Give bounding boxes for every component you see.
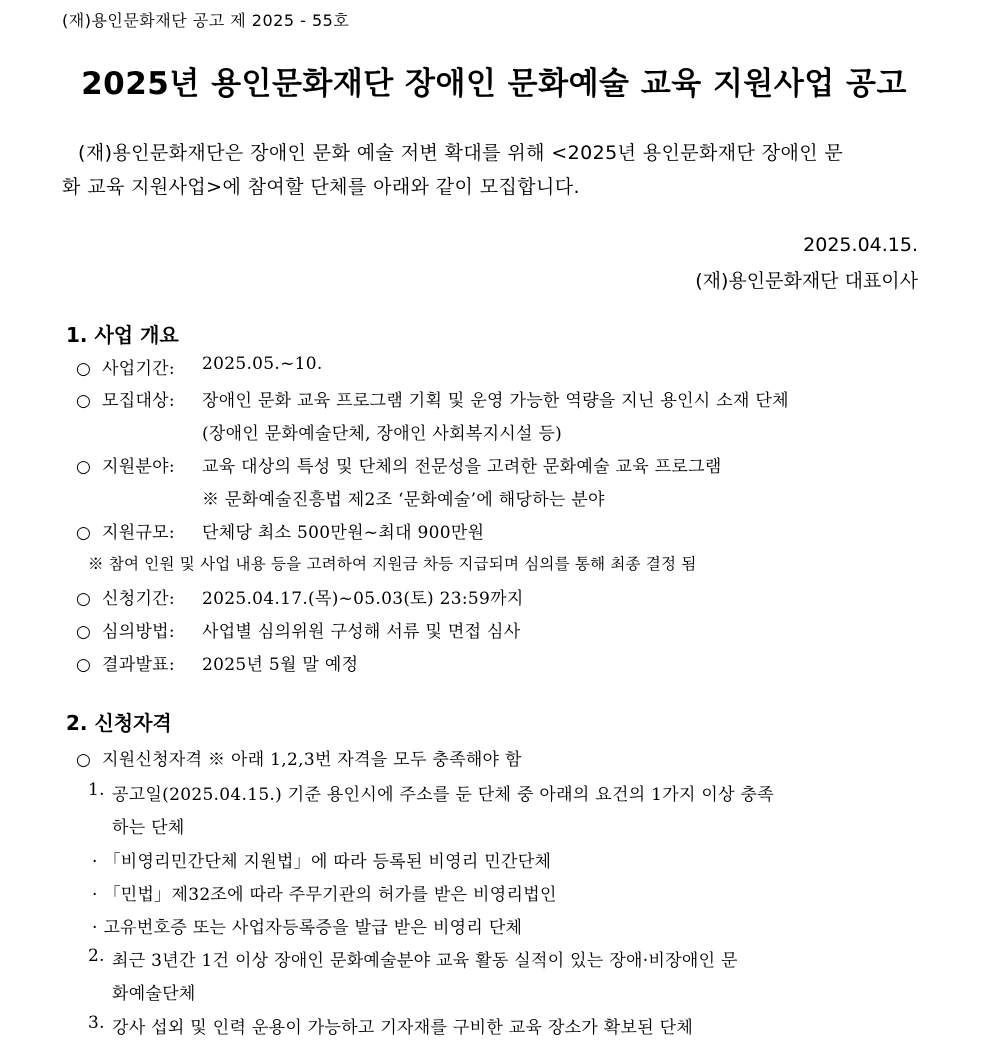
qualification-summary <box>76 745 522 770</box>
circle-bullet-icon: ○ <box>76 523 92 543</box>
dot-bullet-icon: · <box>92 918 98 938</box>
requirement-3-text: 강사 섭외 및 인력 운용이 가능하고 기자재를 구비한 교육 장소가 확보된 단체 <box>112 1018 694 1038</box>
page-title: 2025년 용인문화재단 장애인 문화예술 교육 지원사업 공고 <box>81 66 907 102</box>
item-label: 사업기간: <box>102 359 175 379</box>
requirement-2-number: 2. <box>88 946 105 966</box>
notice-number: (재)용인문화재단 공고 제 2025 - 55호 <box>62 11 350 30</box>
circle-bullet-icon: ○ <box>76 457 92 477</box>
circle-bullet-icon: ○ <box>76 750 92 770</box>
item-value: 2025.05.~10. <box>202 354 323 374</box>
overview-item-review <box>76 617 175 642</box>
section-1-heading: 1. 사업 개요 <box>66 323 179 347</box>
item-value: 2025년 5월 말 예정 <box>202 655 359 675</box>
intro-paragraph <box>62 136 920 204</box>
item-label: 지원규모: <box>102 523 175 543</box>
overview-item-period <box>76 354 175 379</box>
item-label: 심의방법: <box>102 622 175 642</box>
item-label: 지원분야: <box>102 457 175 477</box>
overview-note: ※ 참여 인원 및 사업 내용 등을 고려하여 지원금 차등 지급되며 심의를 통해 최종 결정 됨 <box>88 555 697 573</box>
circle-bullet-icon: ○ <box>76 622 92 642</box>
dot-bullet-icon: · <box>92 852 98 872</box>
item-label: 결과발표: <box>102 655 175 675</box>
requirement-2-text: 최근 3년간 1건 이상 장애인 문화예술분야 교육 활동 실적이 있는 장애·비장애인 문 <box>112 951 738 971</box>
item-value: 교육 대상의 특성 및 단체의 전문성을 고려한 문화예술 교육 프로그램 <box>202 457 722 477</box>
circle-bullet-icon: ○ <box>76 359 92 379</box>
dot-bullet-icon: · <box>92 885 98 905</box>
item-value: 사업별 심의위원 구성해 서류 및 면접 심사 <box>202 622 521 642</box>
circle-bullet-icon: ○ <box>76 589 92 609</box>
item-label: 모집대상: <box>102 391 175 411</box>
overview-item-field <box>76 452 175 477</box>
section-2-heading: 2. 신청자격 <box>66 711 172 735</box>
intro-line-2: 화 교육 지원사업>에 참여할 단체를 아래와 같이 모집합니다. <box>62 176 580 198</box>
item-value: 단체당 최소 500만원~최대 900만원 <box>202 523 485 543</box>
requirement-3-number: 3. <box>88 1013 105 1033</box>
overview-item-target <box>76 386 175 411</box>
requirement-2-text-continued: 화예술단체 <box>112 984 196 1004</box>
item-value: 2025.04.17.(목)~05.03(토) 23:59까지 <box>202 589 524 609</box>
notice-date: 2025.04.15. <box>803 234 918 256</box>
issuer: (재)용인문화재단 대표이사 <box>695 270 918 292</box>
sub-requirement-text: 고유번호증 또는 사업자등록증을 발급 받은 비영리 단체 <box>103 918 523 938</box>
requirement-1-text: 공고일(2025.04.15.) 기준 용인시에 주소를 둔 단체 중 아래의 요건의 1가지 이상 충족 <box>112 785 774 805</box>
item-value-continued: ※ 문화예술진흥법 제2조 ‘문화예술’에 해당하는 분야 <box>202 490 605 510</box>
item-label: 신청기간: <box>102 589 175 609</box>
overview-item-result <box>76 650 175 675</box>
sub-requirement-1 <box>92 847 551 872</box>
circle-bullet-icon: ○ <box>76 391 92 411</box>
sub-requirement-text: 「비영리민간단체 지원법」에 따라 등록된 비영리 민간단체 <box>103 852 552 872</box>
intro-line-1: (재)용인문화재단은 장애인 문화 예술 저변 확대를 위해 <2025년 용인문화재단 장애인 문 <box>78 142 844 164</box>
overview-item-scale <box>76 518 175 543</box>
requirement-1-number: 1. <box>88 780 105 800</box>
requirement-1-text-continued: 하는 단체 <box>112 818 185 838</box>
circle-bullet-icon: ○ <box>76 655 92 675</box>
sub-requirement-text: 「민법」제32조에 따라 주무기관의 허가를 받은 비영리법인 <box>103 885 557 905</box>
item-value-continued: (장애인 문화예술단체, 장애인 사회복지시설 등) <box>202 424 563 444</box>
sub-requirement-3 <box>92 913 522 938</box>
qualification-text: 지원신청자격 ※ 아래 1,2,3번 자격을 모두 충족해야 함 <box>102 750 522 770</box>
item-value: 장애인 문화 교육 프로그램 기획 및 운영 가능한 역량을 지닌 용인시 소재 단체 <box>202 391 789 411</box>
overview-item-application <box>76 584 175 609</box>
sub-requirement-2 <box>92 880 557 905</box>
